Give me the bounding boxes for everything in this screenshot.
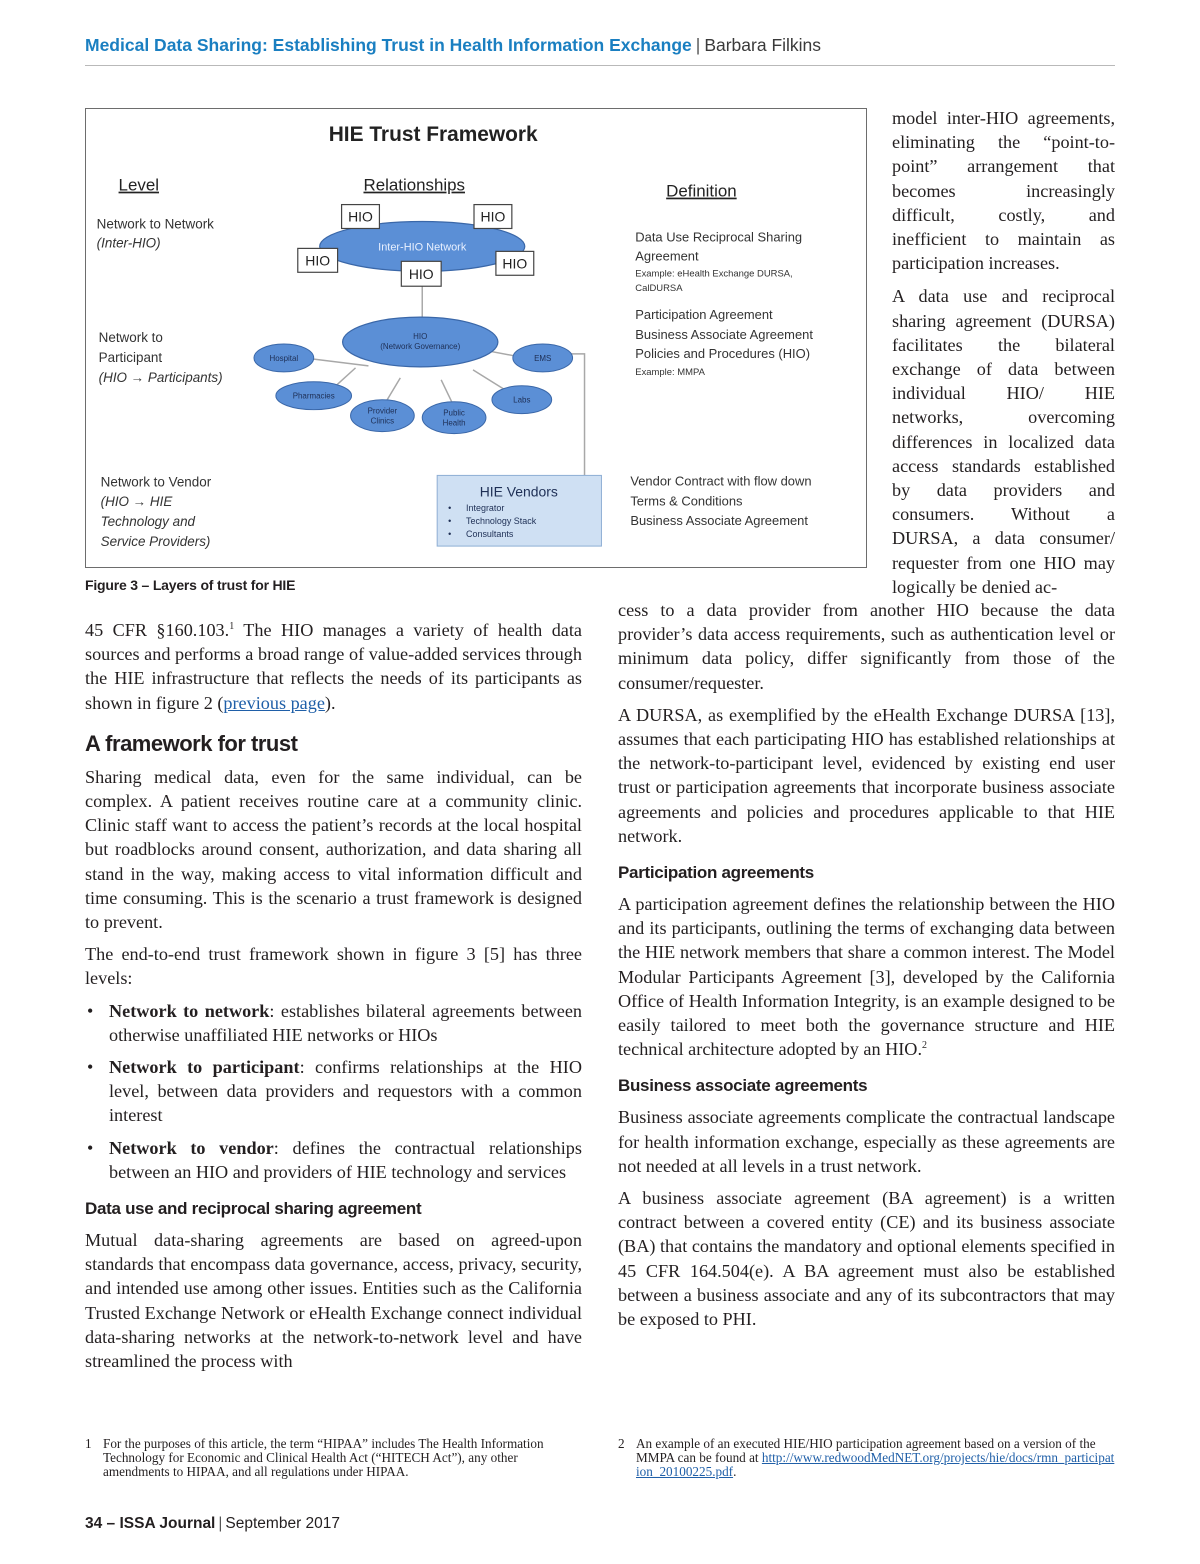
- right-column: [618, 598, 1115, 1339]
- left-paragraph-2: Sharing medical data, even for the same individual, can be complex. A patient receives routine care at a community clinic. Clinic staff want to access the patient’s records at the local hospital but roadblocks around consent, authorization, and data sharing all stand in the way, making access to vital information difficult and time consuming. This is the scenario a trust framework is designed to prevent.: [85, 766, 582, 933]
- top-right-paragraph-2: A data use and reciprocal sharing agreement (DURSA) facilitates the bilateral exchange of data between individual HIO/ HIE networks, overcoming differences in localized data access standards established by data providers and consumers. Without a DURSA, a data consumer/ requester from one HIO may logically be denied ac-: [892, 286, 1115, 597]
- previous-page-link[interactable]: previous page: [223, 692, 325, 713]
- vendor-bullet-1: •: [448, 503, 452, 514]
- list-item-text: : defines the contractual relationships between an HIO and providers of HIE technology and services: [109, 1137, 582, 1182]
- left-column: [85, 618, 582, 1381]
- def-1-example1: Example: eHealth Exchange DURSA,: [635, 268, 793, 280]
- def-2-line2: Business Associate Agreement: [635, 326, 813, 342]
- vendor-bullet-2: •: [448, 516, 452, 527]
- def-1-example2: CalDURSA: [635, 283, 683, 295]
- list-item-term: Network to vendor: [109, 1137, 274, 1158]
- list-item: [85, 1055, 582, 1128]
- def-3-line2: Terms & Conditions: [630, 493, 743, 509]
- hospital-label: Hospital: [269, 353, 299, 363]
- list-item-text: : establishes bilateral agreements between otherwise unaffiliated HIE networks or HIOs: [109, 1000, 582, 1045]
- def-3-line1: Vendor Contract with flow down: [630, 473, 812, 489]
- level-2-line1: Network to: [98, 329, 163, 345]
- list-item-term: Network to participant: [109, 1057, 300, 1078]
- page-folio: [85, 1515, 340, 1533]
- level-2-line2: Participant: [98, 349, 163, 365]
- footnote-2-text: An example of an executed HIE/HIO participation agreement based on a version of the MMPA can be found at: [636, 1436, 1096, 1465]
- def-1-line1: Data Use Reciprocal Sharing: [635, 229, 803, 245]
- figure-col-definition: Definition: [666, 181, 737, 201]
- top-right-column: [892, 106, 1115, 608]
- right-paragraph-4: Business associate agreements complicate the contractual landscape for health information exchange, especially as these agreements are not needed at all levels in a trust network.: [618, 1107, 1115, 1176]
- header-title: Medical Data Sharing: Establishing Trust in Health Information Exchange: [85, 35, 692, 55]
- pharmacies-label: Pharmacies: [292, 391, 335, 401]
- right-paragraph-2: A DURSA, as exemplified by the eHealth Exchange DURSA [13], assumes that each participating HIO has established relationships at the network-to-participant level, evidenced by existing end user trust or participation agreements that incorporate business associate agreements and policies and procedures applicable to that HIE network.: [618, 704, 1115, 846]
- running-head: [85, 34, 1115, 66]
- heading-participation-agreements: Participation agreements: [618, 863, 814, 883]
- hio-box-5-label: HIO: [408, 266, 434, 283]
- footnote-1-number: 1: [85, 1436, 92, 1451]
- level-1-line2: (Inter-HIO): [96, 235, 161, 251]
- heading-business-associate-agreements: Business associate agreements: [618, 1076, 868, 1096]
- figure-col-relationships: Relationships: [363, 175, 465, 195]
- left-paragraph-1-text: The HIO manages a variety of health data sources and performs a broad range of value-added services through the HIE infrastructure that reflects the needs of its participants as shown in figure 2 (: [85, 620, 582, 713]
- figure-hie-trust-framework: [85, 108, 867, 568]
- hio-box-3-label: HIO: [305, 252, 331, 269]
- hio-governance-line1: HIO: [413, 331, 428, 341]
- list-item: [85, 999, 582, 1047]
- level-2-line3: (HIO → Participants): [98, 369, 223, 385]
- level-1-line1: Network to Network: [96, 216, 214, 232]
- figure-col-level: Level: [118, 175, 159, 195]
- cfr-citation: 45 CFR §160.103.: [85, 620, 230, 640]
- public-health-line1: Public: [443, 408, 465, 418]
- top-right-paragraph-1: model inter-HIO agreements, eliminating the “point-to-point” arrangement that becomes increasingly difficult, costly, and inefficient to maintain as participation increases.: [892, 108, 1115, 274]
- level-3-line3: Technology and: [100, 514, 196, 530]
- labs-label: Labs: [513, 395, 531, 405]
- hio-box-4-label: HIO: [502, 255, 528, 272]
- left-paragraph-3: The end-to-end trust framework shown in figure 3 [5] has three levels:: [85, 944, 582, 989]
- vendor-bullet-3: •: [448, 529, 452, 540]
- folio-separator: |: [218, 1515, 223, 1532]
- left-paragraph-1-end: ).: [324, 692, 336, 713]
- heading-data-use-agreement: Data use and reciprocal sharing agreement: [85, 1199, 422, 1219]
- footnote-2-number: 2: [618, 1436, 625, 1451]
- list-item-term: Network to network: [109, 1000, 270, 1021]
- figure-caption: Figure 3 – Layers of trust for HIE: [85, 577, 296, 593]
- hio-box-2-label: HIO: [480, 208, 506, 225]
- def-2-line1: Participation Agreement: [635, 307, 773, 323]
- footnote-2: [618, 1437, 1115, 1479]
- ems-label: EMS: [534, 353, 552, 363]
- vendor-item-2: Technology Stack: [466, 516, 537, 527]
- def-2-example: Example: MMPA: [635, 366, 705, 378]
- def-1-line2: Agreement: [635, 248, 699, 264]
- def-3-line3: Business Associate Agreement: [630, 513, 808, 529]
- right-paragraph-1: cess to a data provider from another HIO because the data provider’s data access requirements, such as authentication level or minimum data policy, differ significantly from those of the consumer/requester.: [618, 600, 1115, 693]
- provider-clinics-line2: Clinics: [370, 416, 395, 426]
- level-3-line4: Service Providers): [100, 534, 211, 550]
- list-item-text: : confirms relationships at the HIO level, between data providers and requestors with a common interest: [109, 1057, 582, 1126]
- hio-governance-line2: (Network Governance): [380, 341, 461, 351]
- footnote-1-text: For the purposes of this article, the term “HIPAA” includes The Health Information Technology for Economic and Clinical Health Act (“HITECH Act”), any other amendments to HIPAA, and all regulations under HIPAA.: [103, 1436, 544, 1479]
- left-paragraph-1: [85, 618, 582, 715]
- header-author: Barbara Filkins: [704, 35, 822, 55]
- level-3-line1: Network to Vendor: [100, 474, 212, 490]
- right-paragraph-5: A business associate agreement (BA agreement) is a written contract between a covered entity (CE) and its business associate (BA) that contains the mandatory and optional elements specified in 45 CFR 164.504(e). A BA agreement must also be established between a business associate and any of its subcontractors that may be exposed to PHI.: [618, 1188, 1115, 1330]
- vendor-item-1: Integrator: [466, 503, 505, 514]
- footnote-2-body: [618, 1437, 1115, 1479]
- heading-framework-for-trust: A framework for trust: [85, 730, 298, 756]
- folio-page: 34 – ISSA Journal: [85, 1515, 216, 1532]
- right-paragraph-3-text: A participation agreement defines the relationship between the HIO and its participants, outlining the terms of exchanging data between the HIE network members that share a common interest. The Model Modular Participants Agreement [3], developed by the California Office of Health Information Integrity, is an example designed to be easily tailored to meet both the governance structure and HIE technical architecture adopted by an HIO.: [618, 894, 1115, 1060]
- footnote-ref-1[interactable]: 1: [229, 620, 235, 632]
- figure-title: HIE Trust Framework: [328, 122, 538, 146]
- public-health-line2: Health: [442, 418, 466, 428]
- folio-date: September 2017: [225, 1515, 341, 1532]
- list-item: [85, 1136, 582, 1184]
- level-3-line2: (HIO → HIE: [100, 494, 173, 510]
- hio-box-1-label: HIO: [348, 208, 373, 225]
- provider-clinics-line1: Provider: [367, 406, 398, 416]
- left-paragraph-4: Mutual data-sharing agreements are based on agreed-upon standards that encompass data governance, access, privacy, security, and intended use among other issues. Entities such as the California Trusted Exchange Network or eHealth Exchange connect individual data-sharing networks at the network-to-network level and have streamlined the process with: [85, 1230, 582, 1372]
- footnote-1: [85, 1437, 555, 1479]
- hie-vendors-title: HIE Vendors: [479, 483, 558, 500]
- def-2-line3: Policies and Procedures (HIO): [635, 345, 811, 361]
- header-separator: |: [695, 35, 701, 55]
- inter-hio-network-label: Inter-HIO Network: [378, 241, 467, 254]
- footnote-2-end: .: [733, 1464, 737, 1479]
- mmpa-url-link[interactable]: http://www.redwoodMedNET.org/projects/hie/docs/rmn_participation_20100225.pdf: [636, 1450, 1115, 1479]
- vendor-item-3: Consultants: [466, 529, 514, 540]
- right-paragraph-3: [618, 892, 1115, 1061]
- trust-levels-list: [85, 999, 582, 1184]
- footnote-ref-2[interactable]: 2: [922, 1040, 927, 1052]
